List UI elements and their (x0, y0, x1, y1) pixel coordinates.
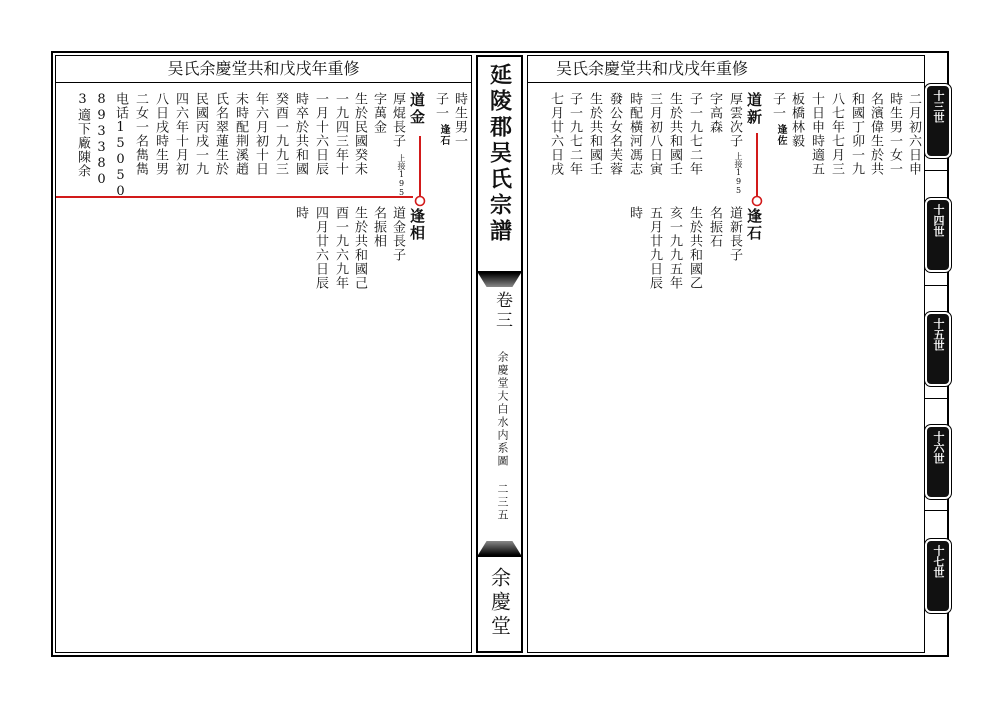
left-col: 民國丙戌一九 (193, 92, 208, 176)
generation-tab-label: 十三世 (932, 90, 945, 123)
hall-name: 余慶堂 (487, 567, 512, 639)
spine (476, 55, 523, 653)
right-col: 子一九七二年 (567, 92, 582, 176)
right-col: 子一 (770, 92, 785, 120)
right-col: 字高森 (707, 92, 722, 134)
right-col: 和國丁卯一九 (849, 92, 864, 176)
right-col: 十日申時適五 (809, 92, 824, 176)
son-label: 逢石 (438, 124, 449, 146)
left-col: 年六月初十日 (253, 92, 268, 176)
right-col: 時配橫河馮志 (627, 92, 642, 176)
page-number: 二三五 (496, 483, 509, 522)
left-col: 字萬金 (371, 92, 386, 134)
left-col: 一月十六日辰 (313, 92, 328, 176)
left-col: 四六年十月初 (173, 92, 188, 176)
right-col: 五月廿九日辰 (647, 206, 662, 290)
spine-fishtail (478, 273, 521, 287)
generation-tab-13[interactable] (925, 84, 951, 158)
cross-reference: 上接195 (734, 152, 743, 195)
left-col: 時生男一 (452, 92, 467, 148)
son-label: 逢佐 (775, 124, 786, 146)
generation-tab-15[interactable] (925, 312, 951, 386)
person-name: 道新 (745, 92, 763, 126)
spine-fishtail (478, 541, 521, 555)
left-page-header: 吴氏余慶堂共和戊戌年重修 (56, 56, 471, 83)
generation-tab-label: 十四世 (932, 204, 945, 237)
right-col: 三月初八日寅 (647, 92, 662, 176)
left-col: 四月廿六日辰 (313, 206, 328, 290)
right-col: 厚雲次子 (727, 92, 742, 148)
right-col: 發公女名芙蓉 (607, 92, 622, 176)
right-col: 道新長子 (727, 206, 742, 262)
left-col: 3適下廠陳余 (75, 92, 90, 178)
generation-tab-label: 十七世 (932, 545, 945, 578)
left-col: 生於民國癸未 (352, 92, 367, 176)
right-page-header: 吴氏余慶堂共和戊戌年重修 (528, 56, 924, 83)
left-col: 未時配荆溪趙 (233, 92, 248, 176)
right-col: 名濱偉生於共 (868, 92, 883, 176)
right-col: 生於共和國壬 (667, 92, 682, 176)
right-col: 生於共和國壬 (587, 92, 602, 176)
tab-divider (925, 398, 949, 399)
left-col: 名振相 (371, 206, 386, 248)
left-col: 時 (293, 206, 308, 220)
volume-label: 卷三 (492, 291, 512, 331)
left-col: 癸酉一九九三 (273, 92, 288, 176)
tab-divider (925, 510, 949, 511)
right-col: 子一九七二年 (687, 92, 702, 176)
left-col: 子一 (433, 92, 448, 120)
left-col: 生於共和國己 (352, 206, 367, 290)
phone-number-part: 893380 (94, 92, 109, 188)
person-name: 逢相 (408, 208, 426, 242)
left-col: 二女一名雋雋 (133, 92, 148, 176)
generation-tab-label: 十六世 (932, 431, 945, 464)
left-col: 酉一九六九年 (333, 206, 348, 290)
left-col: 一九四三年十 (333, 92, 348, 176)
lineage-node (416, 197, 425, 206)
spine-title-box (476, 55, 523, 273)
phone-number-part: 电话15050 (113, 92, 128, 200)
right-col: 八七年七月三 (829, 92, 844, 176)
left-col: 氏名翠蓮生於 (213, 92, 228, 176)
right-col: 七月廿六日戌 (548, 92, 563, 176)
generation-tab-14[interactable] (925, 198, 951, 272)
section-label: 余慶堂大白水内系圖 (496, 351, 509, 468)
generation-tab-16[interactable] (925, 425, 951, 499)
generation-tab-17[interactable] (925, 539, 951, 613)
tab-divider (925, 285, 949, 286)
left-col: 八日戌時生男 (153, 92, 168, 176)
right-col: 亥一九九五年 (667, 206, 682, 290)
book-title: 延陵郡吴氏宗譜 (486, 63, 513, 245)
person-name: 道金 (408, 92, 426, 126)
left-col: 時卒於共和國 (293, 92, 308, 176)
right-col: 時生男一女一 (887, 92, 902, 176)
tab-divider (925, 170, 949, 171)
left-col: 厚焜長子 (390, 92, 405, 148)
spine-hall-box (476, 557, 523, 653)
right-col: 時 (627, 206, 642, 220)
right-col: 生於共和國乙 (687, 206, 702, 290)
right-col: 板橋林毅 (789, 92, 804, 148)
cross-reference: 上接195 (397, 154, 406, 197)
right-col: 名振石 (707, 206, 722, 248)
generation-tab-label: 十五世 (932, 318, 945, 351)
person-name: 逢石 (745, 208, 763, 242)
spine-middle-box (476, 273, 523, 557)
right-col: 二月初六日申 (906, 92, 921, 176)
left-col: 道金長子 (390, 206, 405, 262)
